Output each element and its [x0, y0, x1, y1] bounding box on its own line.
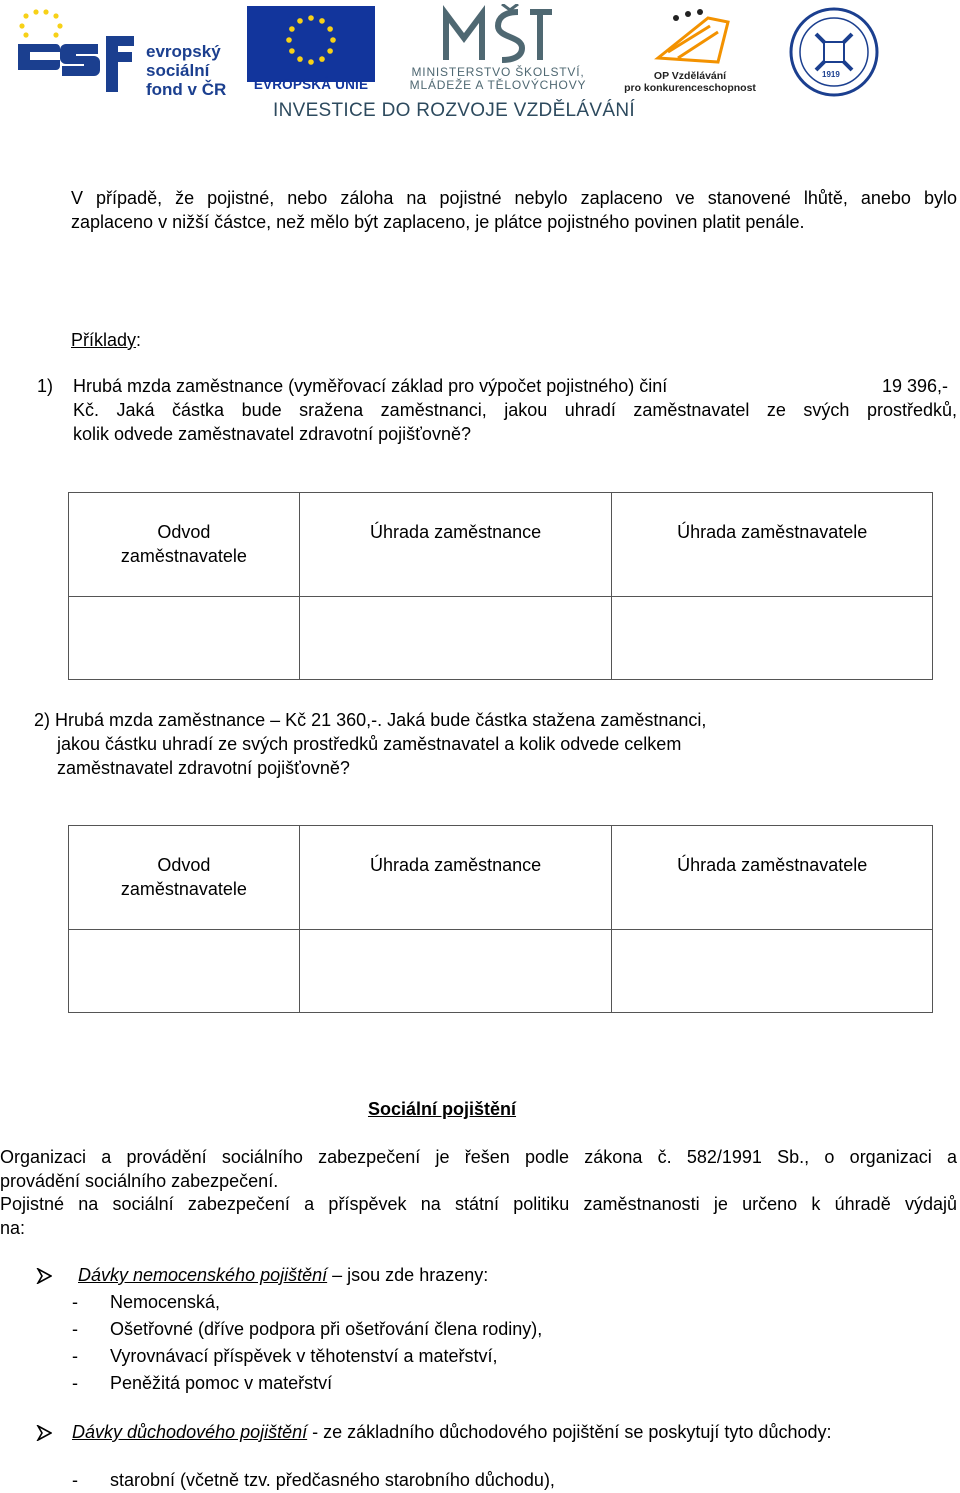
- seal-year: 1919: [822, 70, 840, 79]
- social-p2-line-1: Pojistné na sociální zabezpečení a příspěvek na státní politiku zaměstnanosti je určeno k úhradě výdajů: [0, 1194, 957, 1214]
- pension-item: starobní (včetně tzv. předčasného starobního důchodu),: [110, 1470, 555, 1490]
- table-2-header-row: [69, 826, 933, 930]
- bullet-nemocenske: [72, 1263, 488, 1287]
- table-2-cell[interactable]: [69, 930, 300, 1013]
- bullet-nemocenske-title: Dávky nemocenského pojištění: [78, 1265, 328, 1285]
- dash: -: [72, 1319, 78, 1339]
- msmt-text-line: MINISTERSTVO ŠKOLSTVÍ,: [411, 65, 585, 79]
- bullet-nemocenske-rest: – jsou zde hrazeny:: [327, 1265, 489, 1285]
- bullet-duchodove-rest: - ze základního důchodového pojištění se poskytují tyto důchody:: [307, 1422, 832, 1442]
- table-2-header-odvod-text: Odvod zaměstnavatele: [120, 855, 247, 899]
- msmt-text-line: MLÁDEŽE A TĚLOVÝCHOVY: [409, 78, 587, 92]
- example-1-line-2: Kč. Jaká částka bude sražena zaměstnanci, jakou uhradí zaměstnavatel ze svých prostředků,: [73, 400, 957, 420]
- dash: -: [72, 1373, 78, 1393]
- benefit-item: Vyrovnávací příspěvek v těhotenství a mateřství,: [110, 1346, 498, 1366]
- eu-star-icon: [327, 48, 333, 54]
- table-1-header-uhrada-zamestnance: Úhrada zaměstnance: [299, 493, 612, 597]
- table-1-header-odvod-text: Odvod zaměstnavatele: [120, 522, 247, 566]
- examples-heading: [71, 328, 141, 352]
- table-2-header-uhrada-zamestnance: Úhrada zaměstnance: [299, 826, 612, 930]
- table-1-answer-row: [69, 597, 933, 680]
- examples-heading-text: Příklady: [71, 330, 137, 350]
- table-1-header-odvod: [69, 493, 300, 597]
- eu-caption: EVROPSKÁ UNIE: [253, 77, 369, 92]
- example-1-line-3: kolik odvede zaměstnavatel zdravotní pojišťovně?: [73, 424, 471, 444]
- eu-star-icon: [327, 26, 333, 32]
- dash: -: [72, 1470, 78, 1490]
- social-heading: Sociální pojištění: [368, 1099, 517, 1119]
- eu-star-icon: [286, 37, 292, 43]
- msmt-logo-text: [387, 66, 609, 92]
- msmt-logo-icon: [440, 4, 560, 64]
- op-logo-icon: [648, 8, 738, 68]
- arrow-bullet-icon: [36, 1425, 52, 1441]
- table-1: [68, 492, 933, 680]
- invest-banner: INVESTICE DO ROZVOJE VZDĚLÁVÁNÍ: [273, 100, 635, 121]
- eu-star-icon: [330, 37, 336, 43]
- example-2-line-3: zaměstnavatel zdravotní pojišťovně?: [57, 758, 350, 778]
- intro-line-1: V případě, že pojistné, nebo záloha na pojistné nebylo zaplaceno ve stanovené lhůtě, anebo bylo: [71, 188, 957, 208]
- social-p1-line-1: Organizaci a provádění sociálního zabezpečení je řešen podle zákona č. 582/1991 Sb., o organizaci a: [0, 1147, 957, 1167]
- benefit-item: Nemocenská,: [110, 1292, 221, 1312]
- example-1-line-1: Hrubá mzda zaměstnance (vyměřovací základ pro výpočet pojistného) činí: [73, 376, 668, 396]
- table-1-header-row: [69, 493, 933, 597]
- eu-star-icon: [297, 56, 303, 62]
- eu-star-icon: [308, 59, 314, 65]
- table-2-answer-row: [69, 930, 933, 1013]
- social-p2-line-2: na:: [0, 1218, 26, 1238]
- table-2-header-uhrada-zamestnavatele: Úhrada zaměstnavatele: [612, 826, 933, 930]
- example-2-line-1: 2) Hrubá mzda zaměstnance – Kč 21 360,-. Jaká bude částka stažena zaměstnanci,: [34, 710, 707, 730]
- table-2: [68, 825, 933, 1013]
- benefit-item: Ošetřovné (dříve podpora při ošetřování člena rodiny),: [110, 1319, 543, 1339]
- table-1-cell[interactable]: [299, 597, 612, 680]
- esf-text-line: evropský: [146, 42, 221, 61]
- eu-star-icon: [319, 18, 325, 24]
- intro-line-2: zaplaceno v nižší částce, než mělo být zaplaceno, je plátce pojistného povinen platit penále.: [71, 212, 805, 232]
- esf-text-line: fond v ČR: [146, 80, 227, 99]
- eu-star-icon: [319, 56, 325, 62]
- dash: -: [72, 1292, 78, 1312]
- eu-star-icon: [297, 18, 303, 24]
- examples-colon: :: [136, 330, 142, 350]
- op-logo-text: [620, 70, 760, 94]
- bullet-duchodove-title: Dávky důchodového pojištění: [72, 1422, 308, 1442]
- table-1-header-uhrada-zamestnavatele: Úhrada zaměstnavatele: [612, 493, 933, 597]
- table-2-cell[interactable]: [612, 930, 933, 1013]
- eu-flag-icon: [247, 6, 375, 82]
- op-text-line: pro konkurenceschopnost: [624, 82, 756, 94]
- eu-star-icon: [289, 48, 295, 54]
- dash: -: [72, 1346, 78, 1366]
- table-2-cell[interactable]: [299, 930, 612, 1013]
- example-1-amount: 19 396,-: [882, 376, 949, 396]
- eu-star-icon: [289, 26, 295, 32]
- table-1-cell[interactable]: [69, 597, 300, 680]
- bullet-duchodove: [72, 1420, 832, 1444]
- table-1-cell[interactable]: [612, 597, 933, 680]
- school-seal-icon: [788, 6, 880, 98]
- example-2-line-2: jakou částku uhradí ze svých prostředků zaměstnavatel a kolik odvede celkem: [57, 734, 682, 754]
- social-p1-line-2: provádění sociálního zabezpečení.: [0, 1171, 279, 1191]
- arrow-bullet-icon: [36, 1268, 52, 1284]
- benefit-item: Peněžitá pomoc v mateřství: [110, 1373, 333, 1393]
- eu-star-icon: [308, 15, 314, 21]
- esf-logo-text: [146, 42, 226, 99]
- example-1-number: 1): [37, 376, 54, 396]
- esf-text-line: sociální: [146, 61, 210, 80]
- esf-logo-icon: [14, 6, 136, 94]
- table-2-header-odvod: [69, 826, 300, 930]
- op-text-line: OP Vzdělávání: [653, 70, 727, 82]
